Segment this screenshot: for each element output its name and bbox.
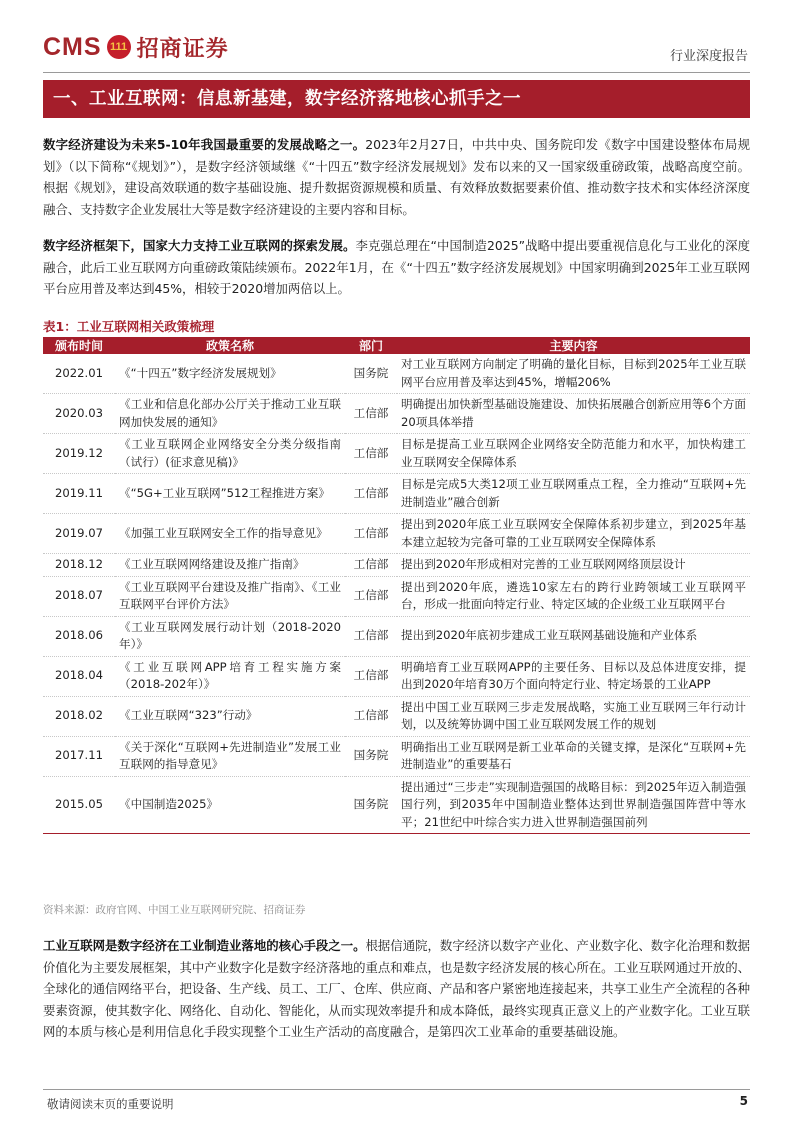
table-row [43, 696, 750, 736]
cell-main-content: 明确指出工业互联网是新工业革命的关键支撑，是深化“互联网+先进制造业”的重要基石 [397, 736, 750, 776]
table-row [43, 354, 750, 394]
cell-policy-name: 《中国制造2025》 [115, 776, 345, 834]
logo-chinese-text: 招商证券 [136, 35, 229, 62]
footer-disclaimer: 敬请阅读末页的重要说明 [47, 1097, 174, 1111]
cell-policy-name: 《工业互联网企业网络安全分类分级指南（试行）(征求意见稿)》 [115, 434, 345, 474]
page-number: 5 [739, 1094, 748, 1108]
table-header-row [43, 337, 750, 354]
paragraph-3-body: 根据信通院，数字经济以数字产业化、产业数字化、数字化治理和数据价值化为主要发展框架，其中产业数字化是数字经济落地的重点和难点，也是数字经济发展的核心所在。工业互联网通过开放的、全球化的通信网络平台，把设备、生产线、员工、工厂、仓库、供应商、产品和客户紧密地连接起来，共享工业生产全流程的各种要素资源，使其数字化、网络化、自动化、智能化，从而实现效率提升和成本降低，最终实现真正意义上的产业数字化。工业互联网的本质与核心是利用信息化手段实现整个工业生产活动的高度融合，是第四次工业革命的重要基础设施。 [43, 938, 751, 1039]
cell-policy-name: 《工业互联网“323”行动》 [115, 696, 345, 736]
cell-date: 2019.07 [43, 514, 115, 554]
paragraph-3 [43, 935, 750, 1043]
cell-main-content: 明确提出加快新型基础设施建设、加快拓展融合创新应用等6个方面20项具体举措 [397, 394, 750, 434]
cell-department: 国务院 [345, 776, 397, 834]
cell-main-content: 提出中国工业互联网三步走发展战略，实施工业互联网三年行动计划，以及统筹协调中国工业互联网发展工作的规划 [397, 696, 750, 736]
cell-policy-name: 《关于深化“互联网+先进制造业”发展工业互联网的指导意见》 [115, 736, 345, 776]
cell-main-content: 提出到2020年底工业互联网安全保障体系初步建立，到2025年基本建立起较为完备可靠的工业互联网安全保障体系 [397, 514, 750, 554]
cell-department: 工信部 [345, 394, 397, 434]
header-policy-name: 政策名称 [205, 339, 254, 353]
cell-policy-name: 《工业和信息化部办公厅关于推动工业互联网加快发展的通知》 [115, 394, 345, 434]
cell-department: 工信部 [345, 434, 397, 474]
cell-main-content: 目标是提高工业互联网企业网络安全防范能力和水平，加快构建工业互联网安全保障体系 [397, 434, 750, 474]
cell-date: 2019.11 [43, 474, 115, 514]
table-row [43, 514, 750, 554]
cell-main-content: 提出到2020年底初步建成工业互联网基础设施和产业体系 [397, 616, 750, 656]
table-row [43, 394, 750, 434]
cell-department: 工信部 [345, 576, 397, 616]
header-divider [43, 72, 750, 73]
cell-main-content: 明确培育工业互联网APP的主要任务、目标以及总体进度安排，提出到2020年培育30万个面向特定行业、特定场景的工业APP [397, 656, 750, 696]
cell-date: 2018.07 [43, 576, 115, 616]
header-main-content: 主要内容 [549, 339, 598, 353]
cell-policy-name: 《工业互联网网络建设及推广指南》 [115, 554, 345, 577]
header-department: 部门 [358, 339, 383, 353]
cell-date: 2022.01 [43, 354, 115, 394]
cell-main-content: 目标是完成5大类12项工业互联网重点工程，全力推动“互联网+先进制造业”融合创新 [397, 474, 750, 514]
cell-policy-name: 《“十四五”数字经济发展规划》 [115, 354, 345, 394]
paragraph-1-lead: 数字经济建设为未来5-10年我国最重要的发展战略之一。 [43, 137, 366, 152]
table-caption: 表1：工业互联网相关政策梳理 [43, 319, 215, 334]
cell-policy-name: 《“5G+工业互联网”512工程推进方案》 [115, 474, 345, 514]
report-type-label: 行业深度报告 [669, 49, 748, 64]
table-row [43, 434, 750, 474]
cell-department: 工信部 [345, 554, 397, 577]
table-source: 资料来源：政府官网、中国工业互联网研究院、招商证券 [43, 904, 306, 916]
table-row [43, 656, 750, 696]
paragraph-2-lead: 数字经济框架下，国家大力支持工业互联网的探索发展。 [43, 238, 356, 253]
cell-main-content: 提出通过“三步走”实现制造强国的战略目标：到2025年迈入制造强国行列，到2035年中国制造业整体达到世界制造强国阵营中等水平；21世纪中叶综合实力进入世界制造强国前列 [397, 776, 750, 834]
paragraph-2-body: 李克强总理在“中国制造2025”战略中提出要重视信息化与工业化的深度融合，此后工业互联网方向重磅政策陆续颁布。2022年1月，在《“十四五”数字经济发展规划》中国家明确到2025年工业互联网平台应用普及率达到45%，相较于2020增加两倍以上。 [43, 238, 751, 296]
page-header [0, 0, 793, 72]
table-row [43, 616, 750, 656]
cell-department: 工信部 [345, 616, 397, 656]
paragraph-1-body: 2023年2月27日，中共中央、国务院印发《数字中国建设整体布局规划》（以下简称“《规划》”），是数字经济领域继《“十四五”数字经济发展规划》发布以来的又一国家级重磅政策，战略高度空前。根据《规划》，建设高效联通的数字基础设施、提升数据资源规模和质量、有效释放数据要素价值、推动数字技术和实体经济深度融合、支持数字企业发展壮大等是数字经济建设的主要内容和目标。 [43, 137, 750, 217]
cell-policy-name: 《工业互联网APP培育工程实施方案（2018-202年）》 [115, 656, 345, 696]
table-row [43, 736, 750, 776]
section-title: 一、工业互联网：信息新基建，数字经济落地核心抓手之一 [43, 80, 750, 118]
company-logo [43, 30, 229, 64]
logo-cms-text: CMS [43, 32, 102, 61]
cell-date: 2018.06 [43, 616, 115, 656]
cell-department: 国务院 [345, 354, 397, 394]
cell-department: 工信部 [345, 474, 397, 514]
footer-divider [43, 1089, 750, 1090]
cell-date: 2020.03 [43, 394, 115, 434]
cell-date: 2018.02 [43, 696, 115, 736]
paragraph-1 [43, 134, 750, 220]
header-date: 颁布时间 [54, 339, 103, 353]
table-row [43, 576, 750, 616]
cell-department: 工信部 [345, 514, 397, 554]
table-row [43, 776, 750, 834]
policy-table [43, 337, 750, 834]
paragraph-2 [43, 235, 750, 300]
cell-date: 2017.11 [43, 736, 115, 776]
cell-department: 工信部 [345, 656, 397, 696]
paragraph-3-lead: 工业互联网是数字经济在工业制造业落地的核心手段之一。 [43, 938, 366, 953]
cell-date: 2015.05 [43, 776, 115, 834]
cell-main-content: 提出到2020年底，遴选10家左右的跨行业跨领域工业互联网平台，形成一批面向特定行业、特定区域的企业级工业互联网平台 [397, 576, 750, 616]
table-body [43, 354, 750, 834]
cell-date: 2018.12 [43, 554, 115, 577]
logo-emblem-icon: 111 [107, 35, 131, 59]
cell-policy-name: 《工业互联网平台建设及推广指南》、《工业互联网平台评价方法》 [115, 576, 345, 616]
cell-policy-name: 《工业互联网发展行动计划（2018-2020年）》 [115, 616, 345, 656]
cell-department: 国务院 [345, 736, 397, 776]
cell-department: 工信部 [345, 696, 397, 736]
table-row [43, 474, 750, 514]
cell-date: 2018.04 [43, 656, 115, 696]
cell-main-content: 对工业互联网方向制定了明确的量化目标，目标到2025年工业互联网平台应用普及率达到45%，增幅206% [397, 354, 750, 394]
cell-main-content: 提出到2020年形成相对完善的工业互联网网络顶层设计 [397, 554, 750, 577]
table-row [43, 554, 750, 577]
cell-policy-name: 《加强工业互联网安全工作的指导意见》 [115, 514, 345, 554]
cell-date: 2019.12 [43, 434, 115, 474]
